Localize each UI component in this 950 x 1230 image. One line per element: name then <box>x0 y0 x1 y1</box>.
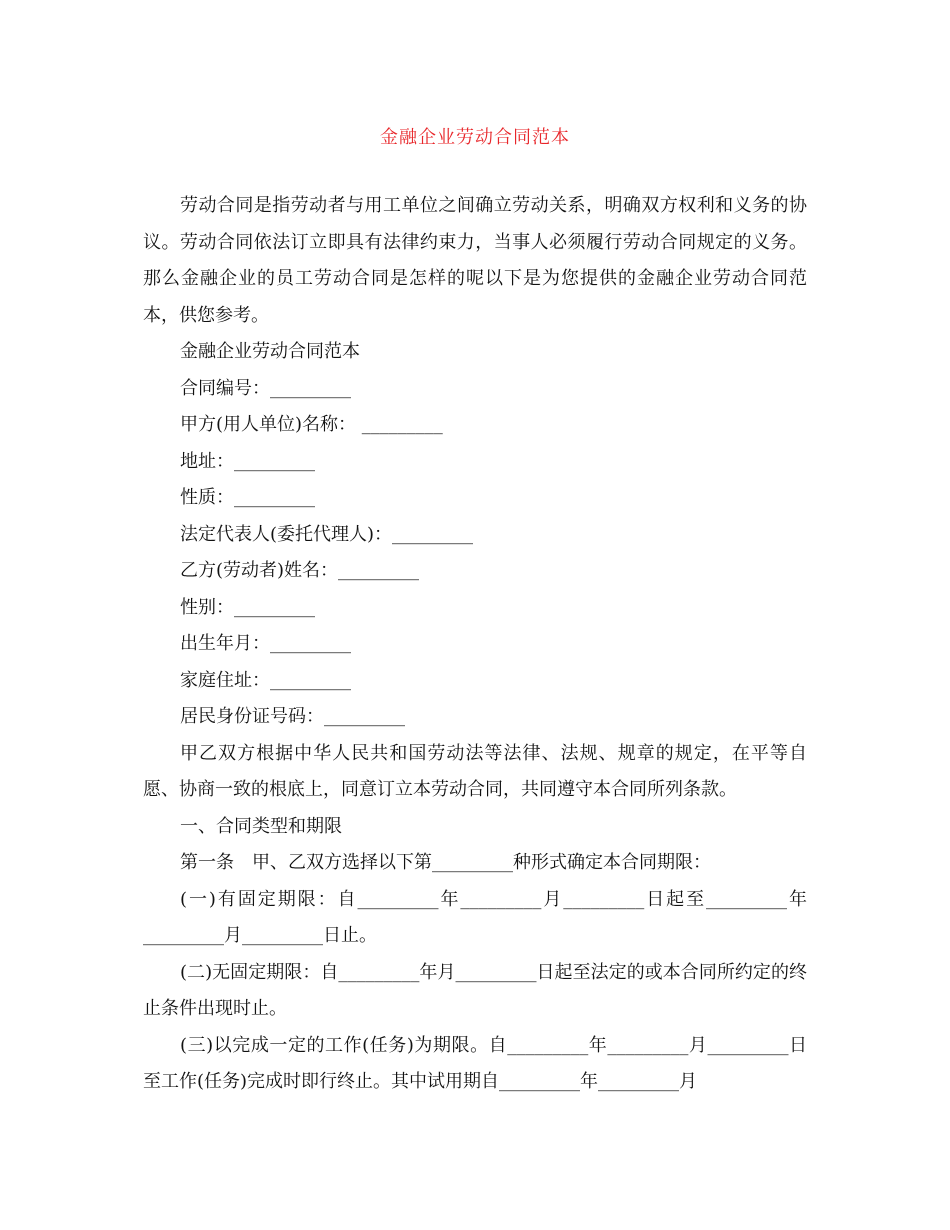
contract-subtitle: 金融企业劳动合同范本 <box>180 341 360 362</box>
option-task-term: (三)以完成一定的工作(任务)为期限。自_________年_________月_________日至工作(任务)完成时即行终止。其中试用期自_________年_________月 <box>143 1034 807 1092</box>
field-contract-number: 合同编号：_________ <box>180 377 351 399</box>
field-home-address: 家庭住址：_________ <box>180 669 351 691</box>
field-id-number: 居民身份证号码：_________ <box>180 706 405 727</box>
agreement-paragraph: 甲乙双方根据中华人民共和国劳动法等法律、法规、规章的规定，在平等自愿、协商一致的根底上，同意订立本劳动合同，共同遵守本合同所列条款。 <box>143 742 807 800</box>
field-address: 地址：_________ <box>180 450 315 472</box>
field-birth-date: 出生年月：_________ <box>180 633 351 654</box>
option-open-term: (二)无固定期限：自_________年月_________日起至法定的或本合同所约定的终止条件出现时止。 <box>143 961 807 1019</box>
document-body <box>143 188 807 1101</box>
field-legal-representative: 法定代表人(委托代理人)：_________ <box>180 523 474 545</box>
option-fixed-term: (一)有固定期限：自_________年_________月_________日起至_________年_________月_________日止。 <box>143 888 807 946</box>
field-nature: 性质：_________ <box>180 487 315 508</box>
article-1: 第一条 甲、乙双方选择以下第_________种形式确定本合同期限： <box>180 852 711 873</box>
field-employer-name: 甲方(用人单位)名称： _________ <box>180 414 443 435</box>
field-employee-name: 乙方(劳动者)姓名：_________ <box>180 560 420 581</box>
section-heading-1: 一、合同类型和期限 <box>180 815 342 837</box>
field-gender: 性别：_________ <box>180 596 315 618</box>
document-title: 金融企业劳动合同范本 <box>380 127 570 148</box>
intro-paragraph: 劳动合同是指劳动者与用工单位之间确立劳动关系，明确双方权利和义务的协议。劳动合同依法订立即具有法律约束力，当事人必须履行劳动合同规定的义务。那么金融企业的员工劳动合同是怎样的呢以下是为您提供的金融企业劳动合同范本，供您参考。 <box>143 195 807 326</box>
